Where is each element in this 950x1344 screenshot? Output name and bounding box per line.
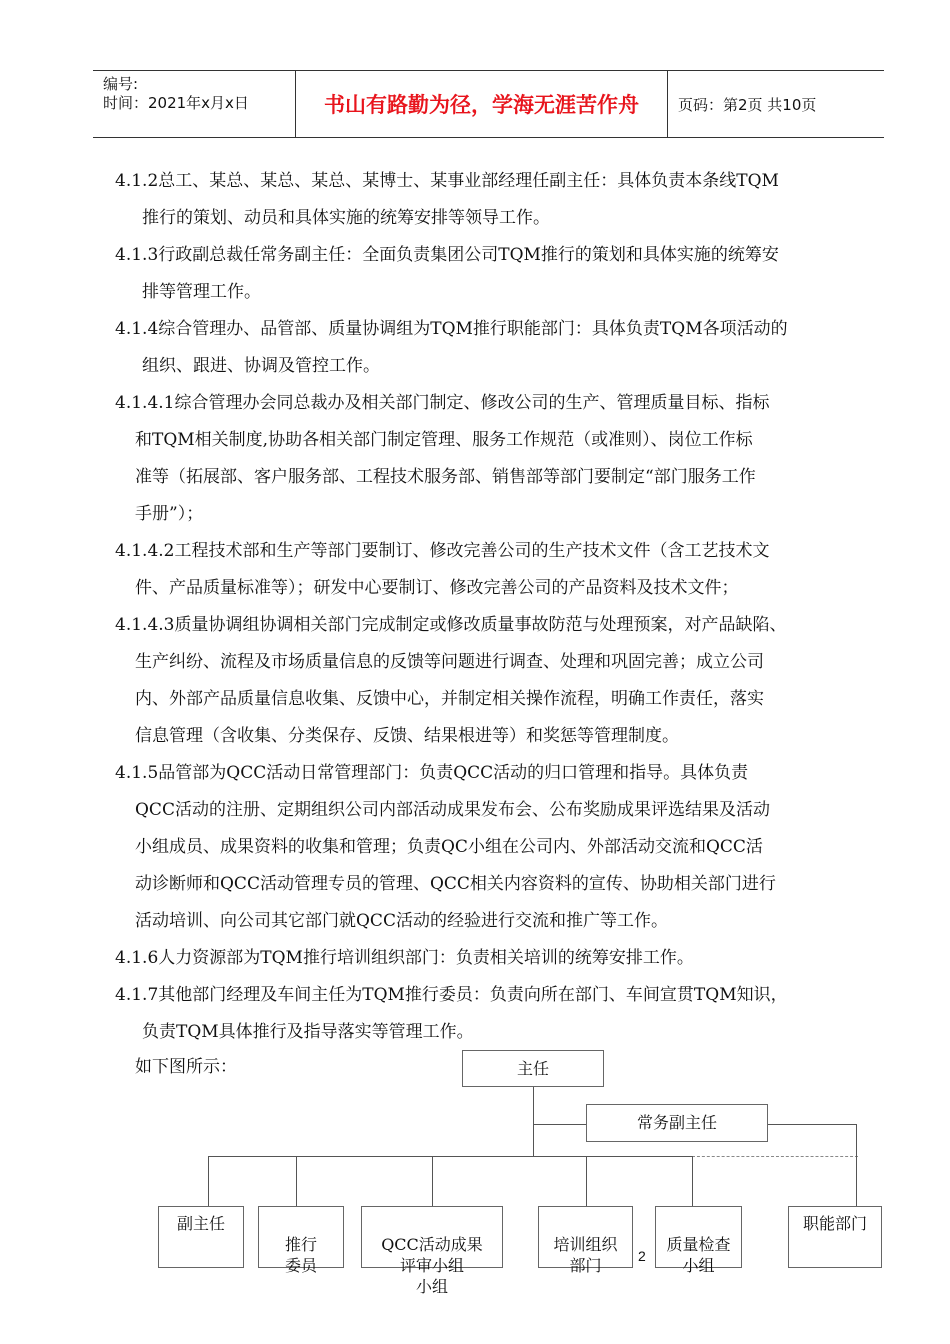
paragraph-line: 负责TQM具体推行及指导落实等管理工作。: [142, 1022, 474, 1042]
paragraph-4-1-4-1: [115, 385, 875, 533]
paragraph-line: 生产纠纷、流程及市场质量信息的反馈等问题进行调查、处理和巩固完善；成立公司: [135, 652, 764, 672]
paragraph-line: 排等管理工作。: [142, 282, 261, 302]
node-label: 职能部门: [802, 1214, 867, 1233]
paragraph-line: 手册”）；: [135, 504, 204, 524]
paragraph-line: 活动培训、向公司其它部门就QCC活动的经验进行交流和推广等工作。: [135, 911, 668, 931]
paragraph-line: 4.1.4.2工程技术部和生产等部门要制订、修改完善公司的生产技术文件（含工艺技术文: [115, 541, 770, 561]
connector-line: [533, 1124, 586, 1125]
node-deputy: [158, 1206, 244, 1268]
paragraph-line: QCC活动的注册、定期组织公司内部活动成果发布会、公布奖励成果评选结果及活动: [135, 800, 770, 820]
node-label: 主任: [516, 1059, 549, 1078]
connector-line: [856, 1124, 857, 1206]
connector-line: [533, 1087, 534, 1157]
paragraph-line: 准等（拓展部、客户服务部、工程技术服务部、销售部等部门要制定“部门服务工作: [135, 467, 756, 487]
doc-time-label: 时间：2021年x月x日: [103, 94, 249, 112]
node-label: 常务副主任: [636, 1113, 717, 1132]
paragraph-line: 4.1.4综合管理办、品管部、质量协调组为TQM推行职能部门：具体负责TQM各项活动的: [115, 319, 788, 339]
node-label: 推行 委员: [284, 1235, 317, 1275]
paragraph-line: 内、外部产品质量信息收集、反馈中心，并制定相关操作流程，明确工作责任，落实: [135, 689, 764, 709]
paragraph-line: 4.1.7其他部门经理及车间主任为TQM推行委员：负责向所在部门、车间宣贯TQM知识，: [115, 985, 788, 1005]
paragraph-line: 4.1.6人力资源部为TQM推行培训组织部门：负责相关培训的统筹安排工作。: [115, 948, 694, 968]
paragraph-line: 件、产品质量标准等）；研发中心要制订、修改完善公司的产品资料及技术文件；: [135, 578, 739, 598]
paragraph-4-1-3: [115, 237, 875, 311]
paragraph-4-1-4-3: [115, 607, 875, 755]
paragraph-line: 小组成员、成果资料的收集和管理；负责QC小组在公司内、外部活动交流和QCC活: [135, 837, 763, 857]
connector-line: [432, 1156, 433, 1206]
paragraph-line: 4.1.4.3质量协调组协调相关部门完成制定或修改质量事故防范与处理预案，对产品缺陷、: [115, 615, 787, 635]
header-page-info: 页码：第2页 共10页: [678, 95, 817, 114]
page-number: 2: [638, 1248, 646, 1264]
paragraph-4-1-4: [115, 311, 875, 385]
node-label: 副主任: [176, 1214, 225, 1233]
paragraph-line: 推行的策划、动员和具体实施的统筹安排等领导工作。: [142, 208, 550, 228]
connector-line: [208, 1156, 209, 1206]
paragraph-line: 组织、跟进、协调及管控工作。: [142, 356, 380, 376]
chart-intro: 如下图所示：: [135, 1057, 237, 1077]
paragraph-4-1-2: [115, 163, 875, 237]
paragraph-line: 4.1.4.1综合管理办会同总裁办及相关部门制定、修改公司的生产、管理质量目标、指标: [115, 393, 770, 413]
paragraph-line: 和TQM相关制度,协助各相关部门制定管理、服务工作规范（或准则）、岗位工作标: [135, 430, 753, 450]
node-qcc-review: [361, 1206, 503, 1296]
node-exec-deputy: [586, 1104, 768, 1142]
connector-line: [767, 1124, 856, 1125]
paragraph-4-1-7: [115, 977, 875, 1051]
node-label: QCC活动成果 评审小组 小组: [381, 1235, 483, 1296]
paragraph-line: 4.1.5品管部为QCC活动日常管理部门：负责QCC活动的归口管理和指导。具体负责: [115, 763, 749, 783]
paragraph-line: 信息管理（含收集、分类保存、反馈、结果根进等）和奖惩等管理制度。: [135, 726, 679, 746]
header-meta: [93, 71, 296, 137]
paragraph-line: 4.1.3行政副总裁任常务副主任：全面负责集团公司TQM推行的策划和具体实施的统筹安: [115, 245, 779, 265]
doc-number-label: 编号:: [103, 75, 139, 93]
node-committee: [258, 1206, 344, 1275]
paragraph-4-1-6: [115, 940, 875, 977]
node-director: [462, 1050, 604, 1087]
connector-dashed-line: [692, 1156, 858, 1157]
paragraph-4-1-4-2: [115, 533, 875, 607]
connector-line: [296, 1156, 297, 1206]
node-label: 培训组织 部门: [553, 1235, 618, 1275]
node-quality-check: [655, 1206, 742, 1275]
connector-line: [692, 1156, 693, 1206]
connector-line: [208, 1156, 692, 1157]
page-header: [93, 70, 884, 138]
header-motto: 书山有路勤为径，学海无涯苦作舟: [296, 71, 668, 137]
connector-line: [586, 1156, 587, 1206]
node-functional: [788, 1206, 882, 1268]
paragraph-line: 4.1.2总工、某总、某总、某总、某博士、某事业部经理任副主任：具体负责本条线TQM: [115, 171, 779, 191]
node-label: 质量检查 小组: [666, 1235, 731, 1275]
document-body: [115, 163, 875, 1051]
paragraph-4-1-5: [115, 755, 875, 940]
node-training: [538, 1206, 633, 1275]
paragraph-line: 动诊断师和QCC活动管理专员的管理、QCC相关内容资料的宣传、协助相关部门进行: [135, 874, 776, 894]
